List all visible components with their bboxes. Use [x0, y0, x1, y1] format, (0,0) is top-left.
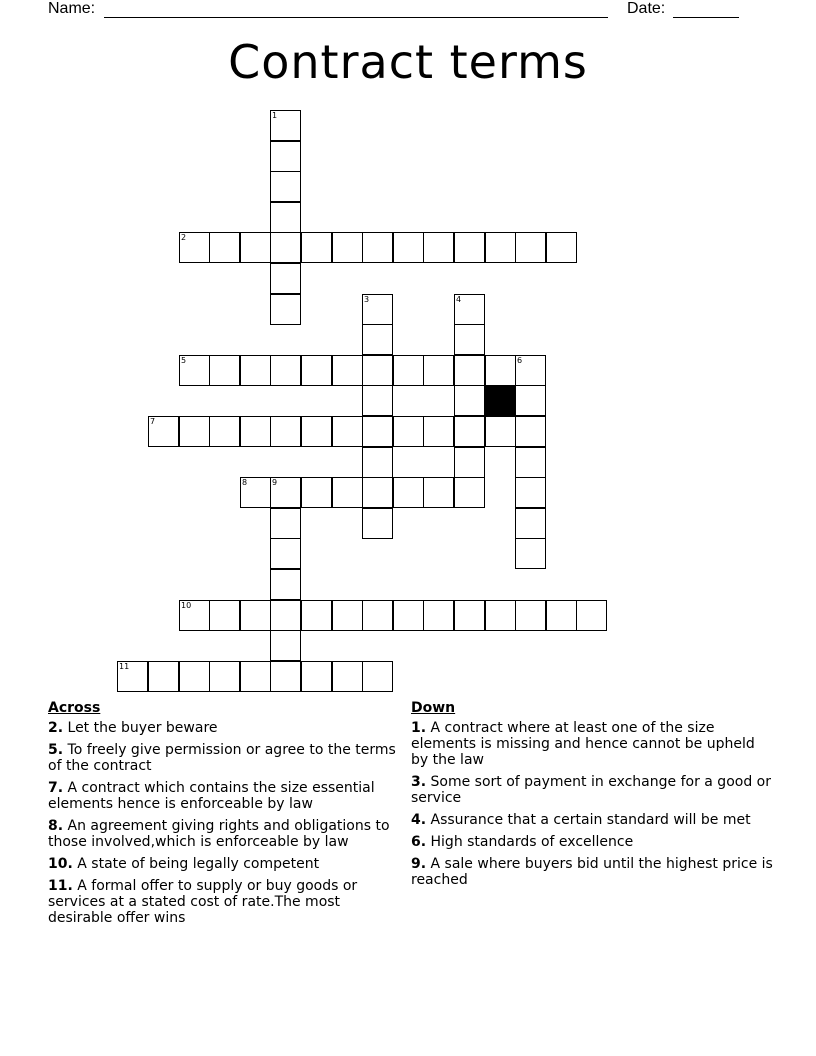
grid-cell[interactable] — [240, 355, 271, 386]
grid-cell[interactable] — [454, 294, 485, 325]
name-label: Name: — [48, 0, 96, 17]
grid-cell[interactable] — [362, 508, 393, 539]
grid-cell[interactable] — [515, 232, 546, 263]
down-heading: Down — [411, 700, 456, 716]
grid-cell[interactable] — [423, 600, 454, 631]
grid-cell[interactable] — [270, 263, 301, 294]
cell-number: 1 — [272, 111, 278, 120]
grid-cell[interactable] — [148, 661, 179, 692]
grid-cell[interactable] — [270, 416, 301, 447]
grid-cell[interactable] — [362, 324, 393, 355]
cell-number: 2 — [181, 233, 187, 242]
page-title: Contract terms — [228, 35, 588, 89]
clue-across-10: 10. A state of being legally competent — [48, 856, 320, 872]
grid-cell[interactable] — [485, 355, 516, 386]
grid-cell[interactable] — [332, 232, 363, 263]
grid-cell[interactable] — [270, 141, 301, 172]
grid-cell[interactable] — [515, 600, 546, 631]
grid-cell[interactable] — [393, 232, 424, 263]
grid-cell[interactable] — [362, 661, 393, 692]
grid-cell[interactable] — [515, 355, 546, 386]
grid-cell[interactable] — [362, 600, 393, 631]
grid-cell[interactable] — [301, 416, 332, 447]
grid-cell[interactable] — [454, 232, 485, 263]
grid-cell[interactable] — [454, 477, 485, 508]
grid-block — [485, 385, 516, 416]
cell-number: 10 — [181, 601, 192, 610]
grid-cell[interactable] — [362, 294, 393, 325]
grid-cell[interactable] — [423, 477, 454, 508]
grid-cell[interactable] — [209, 232, 240, 263]
grid-cell[interactable] — [454, 355, 485, 386]
grid-cell[interactable] — [362, 416, 393, 447]
down-clues — [411, 700, 776, 894]
grid-cell[interactable] — [301, 232, 332, 263]
cell-number: 7 — [150, 417, 156, 426]
cell-number: 8 — [242, 478, 248, 487]
grid-cell[interactable] — [546, 600, 577, 631]
cell-number: 5 — [181, 356, 187, 365]
grid-cell[interactable] — [362, 477, 393, 508]
grid-cell[interactable] — [362, 447, 393, 478]
grid-cell[interactable] — [209, 355, 240, 386]
grid-cell[interactable] — [332, 416, 363, 447]
grid-cell[interactable] — [332, 477, 363, 508]
grid-cell[interactable] — [270, 538, 301, 569]
grid-cell[interactable] — [546, 232, 577, 263]
grid-cell[interactable] — [332, 661, 363, 692]
grid-cell[interactable] — [240, 661, 271, 692]
grid-cell[interactable] — [515, 508, 546, 539]
grid-cell[interactable] — [454, 385, 485, 416]
clue-down-3: 3. Some sort of payment in exchange for a good or service — [411, 774, 771, 806]
grid-cell[interactable] — [515, 416, 546, 447]
grid-cell[interactable] — [270, 294, 301, 325]
grid-cell[interactable] — [270, 232, 301, 263]
grid-cell[interactable] — [240, 232, 271, 263]
clue-down-4: 4. Assurance that a certain standard will be met — [411, 812, 751, 828]
cell-number: 6 — [517, 356, 523, 365]
clue-across-11: 11. A formal offer to supply or buy goods or services at a stated cost of rate.The most desirable offer wins — [48, 878, 358, 926]
cell-number: 11 — [119, 662, 130, 671]
cell-number: 3 — [364, 295, 370, 304]
grid-cell[interactable] — [393, 416, 424, 447]
grid-cell[interactable] — [362, 385, 393, 416]
clue-across-8: 8. An agreement giving rights and obligations to those involved,which is enforceable by law — [48, 818, 390, 850]
grid-cell[interactable] — [301, 661, 332, 692]
grid-cell[interactable] — [393, 355, 424, 386]
grid-cell[interactable] — [209, 661, 240, 692]
grid-cell[interactable] — [423, 416, 454, 447]
grid-cell[interactable] — [454, 416, 485, 447]
grid-cell[interactable] — [270, 600, 301, 631]
grid-cell[interactable] — [332, 600, 363, 631]
grid-cell[interactable] — [270, 630, 301, 661]
across-clues — [48, 700, 403, 932]
grid-cell[interactable] — [270, 171, 301, 202]
grid-cell[interactable] — [179, 355, 210, 386]
clue-down-9: 9. A sale where buyers bid until the highest price is reached — [411, 856, 773, 888]
cell-number: 4 — [456, 295, 462, 304]
grid-cell[interactable] — [270, 477, 301, 508]
grid-cell[interactable] — [423, 232, 454, 263]
grid-cell[interactable] — [485, 600, 516, 631]
grid-cell[interactable] — [209, 600, 240, 631]
grid-cell[interactable] — [454, 324, 485, 355]
grid-cell[interactable] — [485, 416, 516, 447]
grid-cell[interactable] — [240, 477, 271, 508]
grid-cell[interactable] — [393, 477, 424, 508]
grid-cell[interactable] — [515, 477, 546, 508]
grid-cell[interactable] — [301, 477, 332, 508]
grid-cell[interactable] — [485, 232, 516, 263]
clue-down-1: 1. A contract where at least one of the size elements is missing and hence cannot be upheld by the law — [411, 720, 755, 768]
grid-cell[interactable] — [393, 600, 424, 631]
date-label: Date: — [627, 0, 666, 17]
grid-cell[interactable] — [240, 600, 271, 631]
grid-cell[interactable] — [148, 416, 179, 447]
grid-cell[interactable] — [179, 232, 210, 263]
across-heading: Across — [48, 700, 101, 716]
grid-cell[interactable] — [362, 355, 393, 386]
grid-cell[interactable] — [454, 447, 485, 478]
grid-cell[interactable] — [515, 385, 546, 416]
grid-cell[interactable] — [240, 416, 271, 447]
grid-cell[interactable] — [301, 355, 332, 386]
grid-cell[interactable] — [362, 232, 393, 263]
grid-cell[interactable] — [179, 600, 210, 631]
grid-cell[interactable] — [179, 416, 210, 447]
grid-cell[interactable] — [270, 661, 301, 692]
clue-across-5: 5. To freely give permission or agree to the terms of the contract — [48, 742, 396, 774]
grid-cell[interactable] — [270, 202, 301, 233]
grid-cell[interactable] — [209, 416, 240, 447]
grid-cell[interactable] — [454, 600, 485, 631]
grid-cell[interactable] — [179, 661, 210, 692]
grid-cell[interactable] — [515, 538, 546, 569]
grid-cell[interactable] — [270, 110, 301, 141]
clue-across-2: 2. Let the buyer beware — [48, 720, 218, 736]
grid-cell[interactable] — [332, 355, 363, 386]
grid-cell[interactable] — [270, 355, 301, 386]
grid-cell[interactable] — [301, 600, 332, 631]
grid-cell[interactable] — [576, 600, 607, 631]
clue-across-7: 7. A contract which contains the size essential elements hence is enforceable by law — [48, 780, 375, 812]
cell-number: 9 — [272, 478, 278, 487]
grid-cell[interactable] — [270, 569, 301, 600]
clue-down-6: 6. High standards of excellence — [411, 834, 634, 850]
grid-cell[interactable] — [117, 661, 148, 692]
grid-cell[interactable] — [270, 508, 301, 539]
grid-cell[interactable] — [423, 355, 454, 386]
grid-cell[interactable] — [515, 447, 546, 478]
